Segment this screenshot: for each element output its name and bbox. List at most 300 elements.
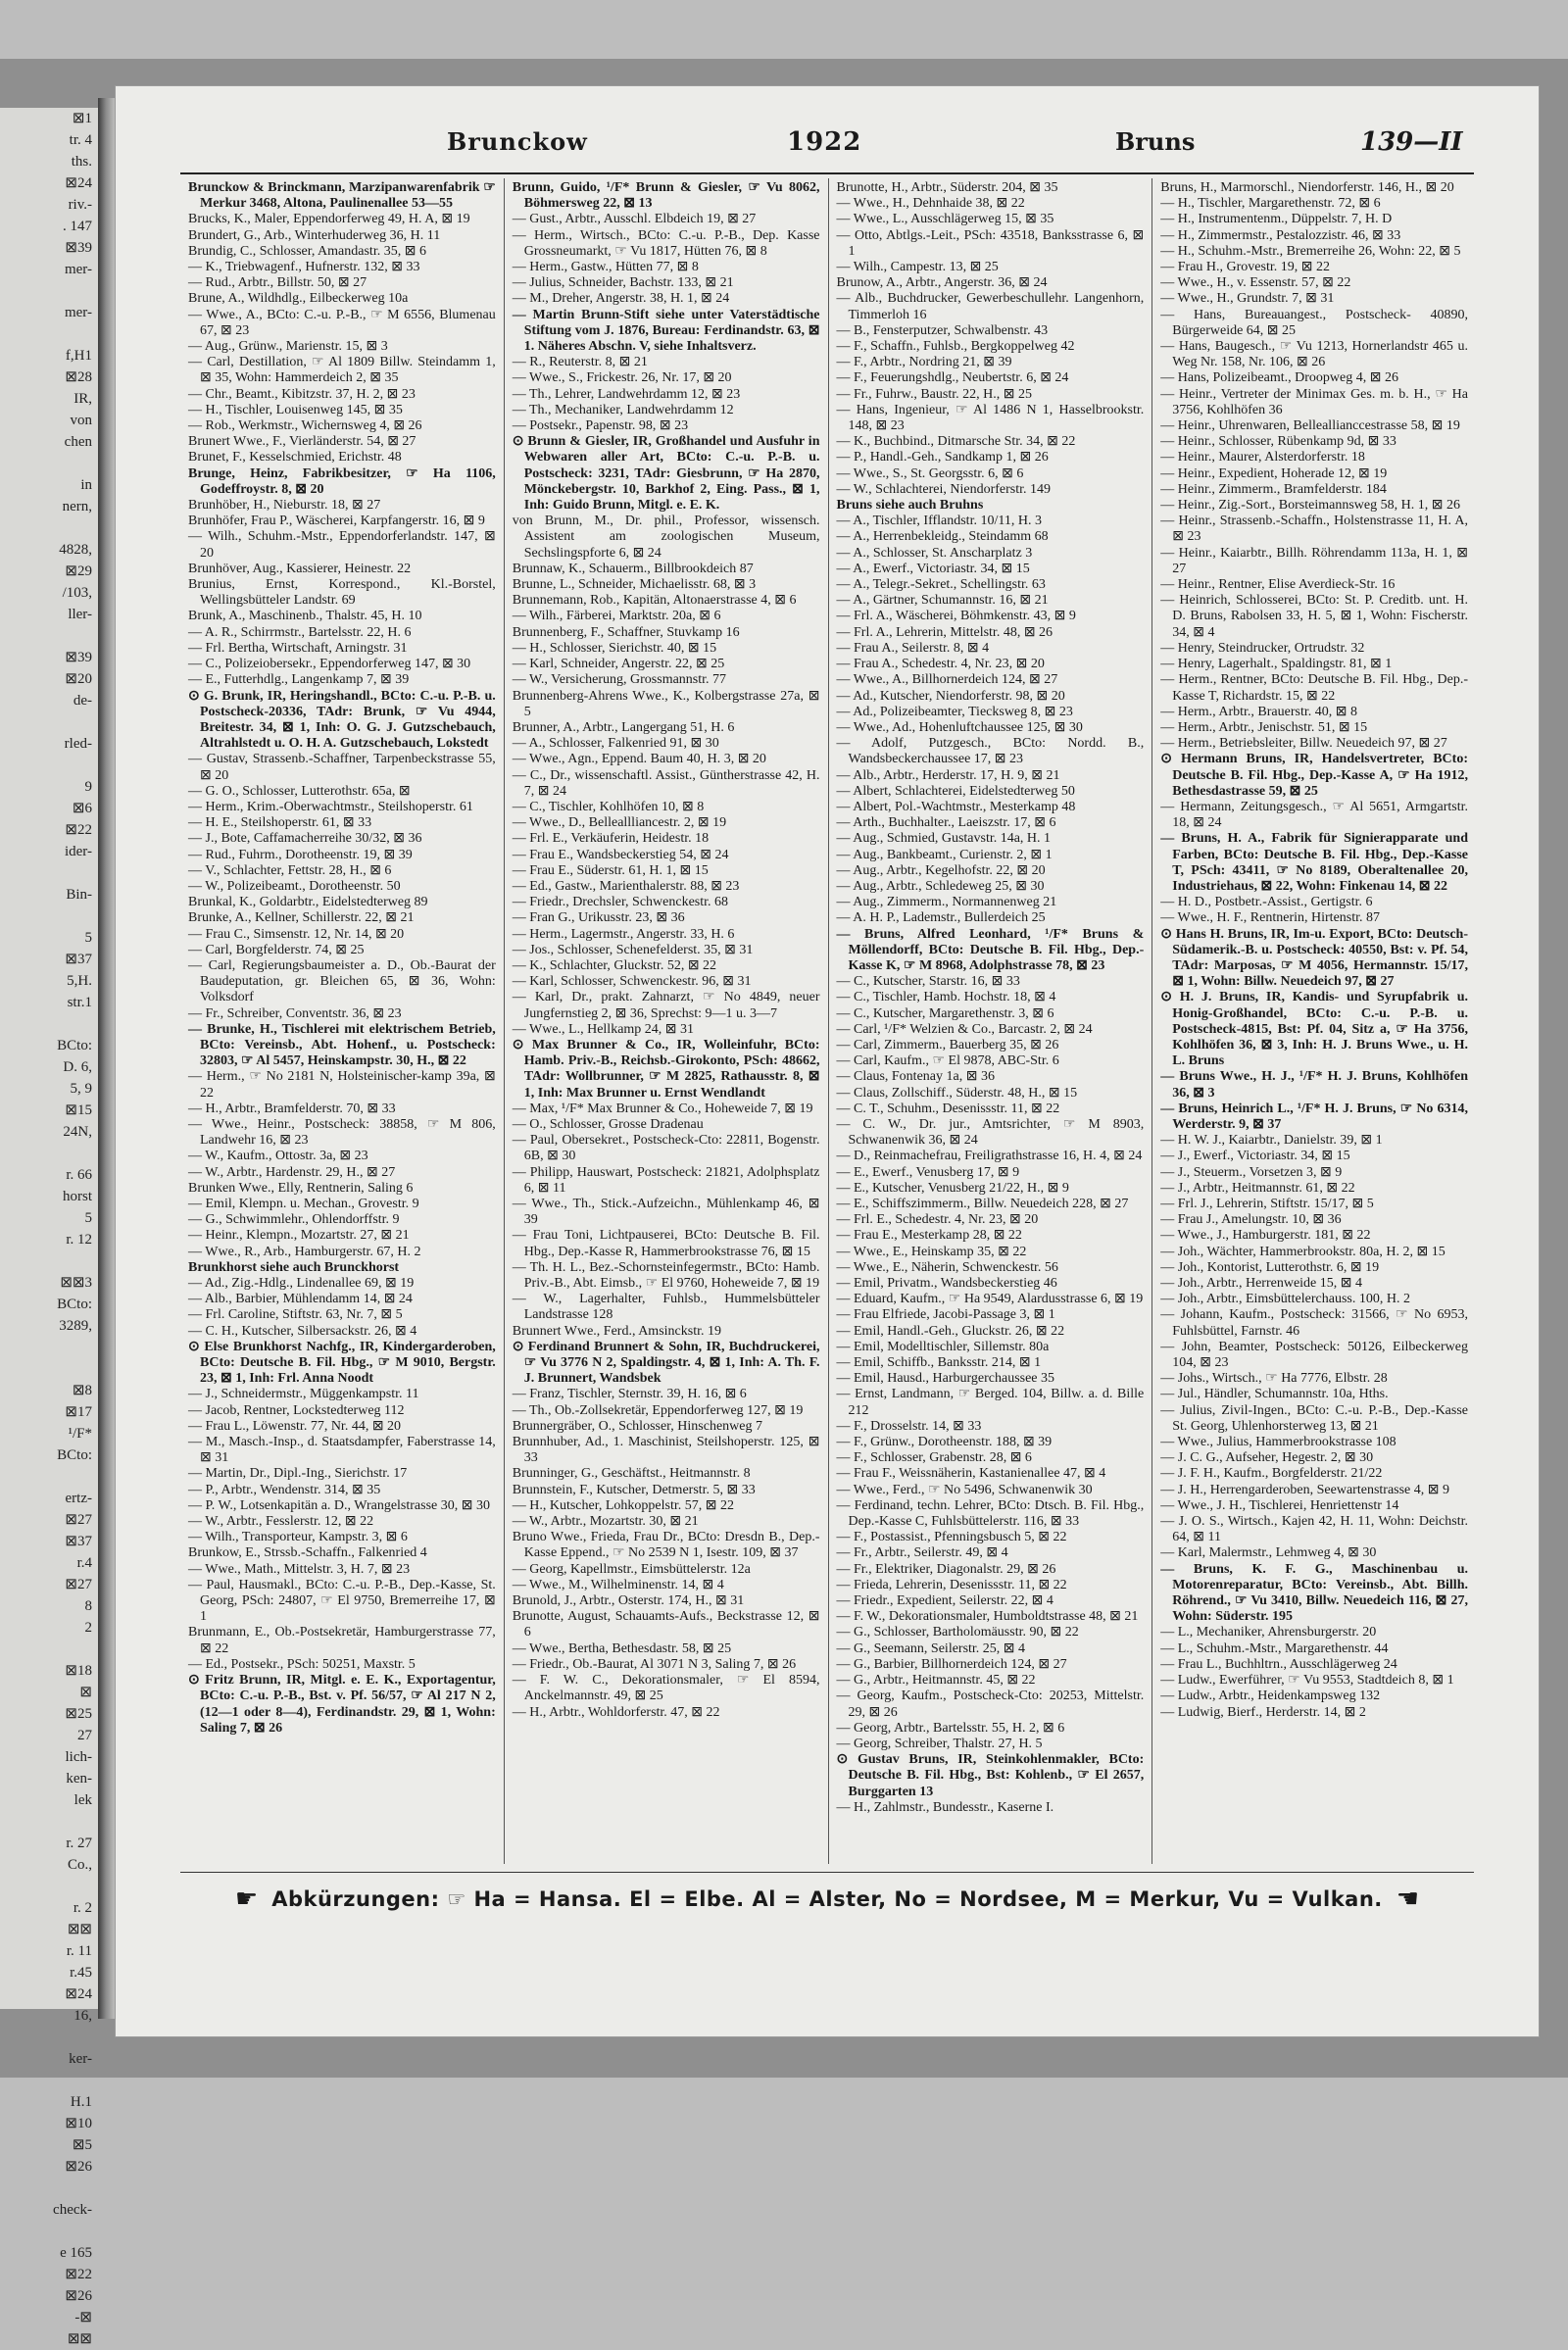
directory-entry: — Aug., Zimmerm., Normannenweg 21 xyxy=(836,895,1057,910)
directory-entry: — C. T., Schuhm., Desenissstr. 11, ⊠ 22 xyxy=(836,1101,1060,1116)
directory-entry: — Herm., Rentner, BCto: Deutsche B. Fil. Hbg., Dep.-Kasse T, Richardstr. 15, ⊠ 22 xyxy=(1160,672,1468,704)
directory-entry: — F. W. C., Dekorationsmaler, ☞ El 8594, Anckelmannstr. 49, ⊠ 25 xyxy=(512,1673,820,1704)
margin-fragment: 5,H. xyxy=(67,973,92,989)
column-4 xyxy=(1152,178,1476,1864)
directory-entry: — Herm., Lagermstr., Angerstr. 33, H. 6 xyxy=(512,926,735,942)
margin-fragment: 5 xyxy=(84,1210,92,1226)
directory-entry: — L., Mechaniker, Ahrensburgerstr. 20 xyxy=(1160,1625,1377,1640)
margin-fragment: von xyxy=(70,413,92,428)
margin-fragment: r. 66 xyxy=(66,1167,92,1183)
directory-entry: — J., Bote, Caffamacherreihe 30/32, ⊠ 36 xyxy=(188,831,422,847)
directory-entry: — Jos., Schlosser, Schenefelderst. 35, ⊠ 31 xyxy=(512,942,754,957)
directory-entry: — Frl. J., Lehrerin, Stiftstr. 15/17, ⊠ 5 xyxy=(1160,1197,1374,1211)
column-2 xyxy=(505,178,829,1864)
margin-fragment: mer- xyxy=(64,262,92,277)
directory-entry: — Georg, Kaufm., Postscheck-Cto: 20253, Mittelstr. 29, ⊠ 26 xyxy=(836,1689,1145,1720)
header-rule xyxy=(180,172,1474,174)
margin-fragment: r. 12 xyxy=(66,1232,92,1248)
pointing-hand-right-icon: ☚ xyxy=(1396,1885,1420,1914)
directory-entry: Brunn, Guido, ¹/F* Brunn & Giesler, ☞ Vu 8062, Böhmersweg 22, ⊠ 13 xyxy=(512,180,820,212)
directory-entry: ⊙ Ferdinand Brunnert & Sohn, IR, Buchdruckerei, ☞ Vu 3776 N 2, Spaldingstr. 4, ⊠ 1, Inh: A. Th. F. J. Brunnert, Wandsbek xyxy=(512,1339,820,1387)
margin-fragment: horst xyxy=(63,1189,92,1204)
directory-entry: — Georg, Kapellmstr., Eimsbüttelerstr. 12a xyxy=(512,1561,751,1577)
directory-entry: — E., Kutscher, Venusberg 21/22, H., ⊠ 9 xyxy=(836,1180,1069,1196)
directory-entry: — Frieda, Lehrerin, Desenissstr. 11, ⊠ 22 xyxy=(836,1577,1067,1592)
directory-entry: — Rob., Werkmstr., Wichernsweg 4, ⊠ 26 xyxy=(188,418,422,434)
margin-fragment: e 165 xyxy=(60,2245,92,2261)
margin-fragment: ⊠37 xyxy=(65,1534,92,1549)
directory-entry: Brunnenberg, F., Schaffner, Stuvkamp 16 xyxy=(512,624,740,640)
directory-entry: Brunke, A., Kellner, Schillerstr. 22, ⊠ 21 xyxy=(188,910,415,926)
directory-entry: — Heinr., Zig.-Sort., Borsteimannsweg 58, H. 1, ⊠ 26 xyxy=(1160,498,1460,514)
directory-entry: Brunckow & Brinckmann, Marzipanwarenfabrik ☞ Merkur 3468, Altona, Paulinenallee 53—55 xyxy=(188,180,496,212)
margin-fragment: ⊠18 xyxy=(65,1663,92,1679)
directory-entry: — Ed., Postsekr., PSch: 50251, Maxstr. 5 xyxy=(188,1656,416,1672)
directory-entry: — Karl, Dr., prakt. Zahnarzt, ☞ No 4849, neuer Jungfernstieg 2, ⊠ 36, Sprechst: 9—1 u. 3—7 xyxy=(512,990,820,1021)
directory-entry: ⊙ H. J. Bruns, IR, Kandis- und Syrupfabrik u. Honig-Großhandel, BCto: C.-u. P.-B. u. Postscheck-4815, Bst: Pf. 04, Sitz a, ☞ Ha 3756, Kohlhöfen 36, ⊠ 3, Inh: H. J. Bruns Wwe., u. H. L. Bruns xyxy=(1160,990,1468,1069)
directory-entry: — Aug., Bankbeamt., Curienstr. 2, ⊠ 1 xyxy=(836,847,1053,862)
page-number: 139—II xyxy=(1360,127,1463,157)
directory-entry: — Wwe., Th., Stick.-Aufzeichn., Mühlenkamp 46, ⊠ 39 xyxy=(512,1197,820,1228)
directory-entry: — A., Schlosser, St. Anscharplatz 3 xyxy=(836,545,1033,561)
directory-entry: — F., Schaffn., Fuhlsb., Bergkoppelweg 42 xyxy=(836,339,1075,355)
abbreviations-legend: Abkürzungen: ☞ Ha = Hansa. El = Elbe. Al = Alster, No = Nordsee, M = Merkur, Vu = Vulkan. xyxy=(271,1887,1383,1911)
directory-entry: — Heinr., Strassenb.-Schaffn., Holstenstrasse 11, H. A, ⊠ 23 xyxy=(1160,514,1468,545)
margin-fragment xyxy=(0,280,98,302)
directory-page xyxy=(116,86,1539,2036)
directory-entry: — Joh., Arbtr., Herrenweide 15, ⊠ 4 xyxy=(1160,1276,1362,1292)
directory-entry: — R., Reuterstr. 8, ⊠ 21 xyxy=(512,355,648,370)
directory-entry: Brunken Wwe., Elly, Rentnerin, Saling 6 xyxy=(188,1180,414,1196)
directory-entry: — W., Lagerhalter, Fuhlsb., Hummelsbütteler Landstrasse 128 xyxy=(512,1292,820,1323)
directory-entry: — Wwe., D., Belleallliancestr. 2, ⊠ 19 xyxy=(512,815,727,831)
directory-entry: — J., Schneidermstr., Müggenkampstr. 11 xyxy=(188,1387,419,1402)
directory-entry: — Wwe., L., Hellkamp 24, ⊠ 31 xyxy=(512,1021,695,1037)
directory-entry: — Emil, Modelltischler, Sillemstr. 80a xyxy=(836,1339,1050,1354)
directory-entry: — G., Schwimmlehr., Ohlendorffstr. 9 xyxy=(188,1212,400,1228)
margin-fragment: r.4 xyxy=(76,1555,92,1571)
directory-entry: Brunnemann, Rob., Kapitän, Altonaerstrasse 4, ⊠ 6 xyxy=(512,593,797,609)
directory-entry: — Wwe., A., BCto: C.-u. P.-B., ☞ M 6556, Blumenau 67, ⊠ 23 xyxy=(188,307,496,338)
margin-fragment: ⊠5 xyxy=(72,2137,92,2153)
directory-entry: — Arth., Buchhalter., Laeiszstr. 17, ⊠ 6 xyxy=(836,815,1056,831)
margin-fragment: D. 6, xyxy=(63,1059,92,1075)
directory-entry: Brune, A., Wildhdlg., Eilbeckerweg 10a xyxy=(188,291,409,307)
directory-entry: Brucks, K., Maler, Eppendorferweg 49, H. A, ⊠ 19 xyxy=(188,212,470,227)
directory-entry: ⊙ Hans H. Bruns, IR, Im-u. Export, BCto: Deutsch-Südamerik.-B. u. Postscheck: 40550, Bst: v. Pf. 54, TAdr: Marposas, ☞ M 4056, Hermannstr. 15/17, ⊠ 1, Wohn: Billw. Neuedeich 97, ⊠ 27 xyxy=(1160,926,1468,990)
directory-entry: Brundig, C., Schlosser, Amandastr. 35, ⊠ 6 xyxy=(188,243,426,259)
directory-entry: — Emil, Schiffb., Banksstr. 214, ⊠ 1 xyxy=(836,1355,1042,1371)
margin-fragment: 9 xyxy=(84,779,92,795)
directory-entry: — K., Triebwagenf., Hufnerstr. 132, ⊠ 33 xyxy=(188,260,420,275)
directory-entry: — W., Kaufm., Ottostr. 3a, ⊠ 23 xyxy=(188,1149,368,1164)
directory-entry: — Bruns, H. A., Fabrik für Signierapparate und Farben, BCto: Deutsche B. Fil. Hbg., Dep.-Kasse T, PSch: 43411, ☞ No 8189, Oberaltenallee 20, Industriehaus, ⊠ 22, Wohn: Finkenau 14, ⊠ 22 xyxy=(1160,831,1468,894)
directory-entry: — Wilh., Färberei, Marktstr. 20a, ⊠ 6 xyxy=(512,609,721,624)
directory-entry: — Rud., Fuhrm., Dorotheenstr. 19, ⊠ 39 xyxy=(188,847,413,862)
directory-entry: ⊙ Max Brunner & Co., IR, Wolleinfuhr, BCto: Hamb. Priv.-B., Reichsb.-Girokonto, PSch: 48662, TAdr: Wollbrunner, ☞ M 2825, Rathausstr. 8, ⊠ 1, Inh: Max Brunner u. Ernst Wendlandt xyxy=(512,1037,820,1101)
margin-fragment: ⊠22 xyxy=(65,2267,92,2282)
directory-entry: — Frl. Bertha, Wirtschaft, Arningstr. 31 xyxy=(188,640,408,656)
directory-entry: — Hermann, Zeitungsgesch., ☞ Al 5651, Armgartstr. 18, ⊠ 24 xyxy=(1160,799,1468,831)
directory-entry: — Hans, Baugesch., ☞ Vu 1213, Hornerlandstr 465 u. Weg Nr. 158, Nr. 106, ⊠ 26 xyxy=(1160,339,1468,370)
directory-entry: — J., Arbtr., Heitmannstr. 61, ⊠ 22 xyxy=(1160,1180,1355,1196)
directory-entry: ⊙ G. Brunk, IR, Heringshandl., BCto: C.-u. P.-B. u. Postscheck-20336, TAdr: Brunk, ☞ Vu 4944, Breitestr. 34, ⊠ 1, Inh: O. G. J. Gutzschebauch, Altrahlstedt u. O. H. A. Gutzschebauch, Lokstedt xyxy=(188,688,496,752)
margin-fragment: 24N, xyxy=(63,1124,92,1140)
directory-entry: — A., Schlosser, Falkenried 91, ⊠ 30 xyxy=(512,736,719,752)
directory-entry: — Julius, Schneider, Bachstr. 133, ⊠ 21 xyxy=(512,275,734,291)
margin-fragment: ⊠15 xyxy=(65,1102,92,1118)
directory-entry: — Frl. E., Schedestr. 4, Nr. 23, ⊠ 20 xyxy=(836,1212,1039,1228)
directory-entry: — Th. H. L., Bez.-Schornsteinfegermstr., BCto: Hamb. Priv.-B., Abt. Eimsb., ☞ El 9760, Hoheweide 7, ⊠ 19 xyxy=(512,1259,820,1292)
directory-entry: — Georg, Schreiber, Thalstr. 27, H. 5 xyxy=(836,1736,1043,1751)
margin-fragment: 8 xyxy=(84,1598,92,1614)
margin-fragment: 27 xyxy=(77,1728,92,1743)
directory-entry: Brunnhuber, Ad., 1. Maschinist, Steilshoperstr. 125, ⊠ 33 xyxy=(512,1435,820,1466)
margin-fragment xyxy=(0,711,98,733)
directory-entry: — C. H., Kutscher, Silbersackstr. 26, ⊠ 4 xyxy=(188,1323,417,1339)
margin-fragment: ⊠6 xyxy=(72,801,92,816)
directory-entry: — Brunke, H., Tischlerei mit elektrischem Betrieb, BCto: Vereinsb., Abt. Hohenf., u. Postscheck: 32803, ☞ Al 5457, Heinskampstr. 30, H., ⊠ 22 xyxy=(188,1021,496,1069)
margin-fragment: nern, xyxy=(62,499,92,514)
margin-fragment: de- xyxy=(73,693,92,709)
directory-entry: — Carl, Zimmerm., Bauerberg 35, ⊠ 26 xyxy=(836,1037,1059,1053)
margin-fragment: -⊠ xyxy=(74,2310,92,2326)
margin-fragment xyxy=(0,1639,98,1660)
margin-fragment: 3289, xyxy=(59,1318,92,1334)
directory-entry: — Carl, ¹/F* Welzien & Co., Barcastr. 2, ⊠ 24 xyxy=(836,1021,1093,1037)
directory-entry: — H., Schuhm.-Mstr., Bremerreihe 26, Wohn: 22, ⊠ 5 xyxy=(1160,243,1461,259)
directory-entry: — Ludw., Arbtr., Heidenkampsweg 132 xyxy=(1160,1689,1381,1704)
directory-entry: — W., Arbtr., Hardenstr. 29, H., ⊠ 27 xyxy=(188,1164,396,1180)
directory-entry: — Wwe., Bertha, Bethesdastr. 58, ⊠ 25 xyxy=(512,1640,732,1656)
margin-fragment: ⊠10 xyxy=(65,2116,92,2131)
directory-entry: — Th., Lehrer, Landwehrdamm 12, ⊠ 23 xyxy=(512,386,741,402)
directory-entry: Brunow, A., Arbtr., Angerstr. 36, ⊠ 24 xyxy=(836,275,1048,291)
margin-fragment: ertz- xyxy=(65,1491,92,1506)
margin-fragment: rled- xyxy=(64,736,92,752)
margin-fragment: /103, xyxy=(62,585,92,601)
directory-entry: — F., Grünw., Dorotheenstr. 188, ⊠ 39 xyxy=(836,1435,1053,1450)
directory-entry: — Heinr., Rentner, Elise Averdieck-Str. 16 xyxy=(1160,577,1396,593)
margin-fragment: Co., xyxy=(67,1857,92,1873)
directory-entry: — C., Tischler, Hamb. Hochstr. 18, ⊠ 4 xyxy=(836,990,1056,1005)
directory-entry: — Wwe., R., Arb., Hamburgerstr. 67, H. 2 xyxy=(188,1244,421,1259)
margin-fragment: ths. xyxy=(71,154,92,170)
directory-entry: — E., Schiffszimmerm., Billw. Neuedeich 228, ⊠ 27 xyxy=(836,1197,1129,1211)
margin-fragment xyxy=(0,2178,98,2199)
directory-entry: — J., Ewerf., Victoriastr. 34, ⊠ 15 xyxy=(1160,1149,1350,1164)
column-1 xyxy=(180,178,505,1864)
margin-fragment xyxy=(0,1811,98,1833)
directory-entry: — Carl, Borgfelderstr. 74, ⊠ 25 xyxy=(188,942,365,957)
directory-entry: — Frau F., Weissnäherin, Kastanienallee 47, ⊠ 4 xyxy=(836,1466,1106,1482)
margin-fragment: BCto: xyxy=(57,1038,92,1053)
directory-entry: Brunhöver, Aug., Kassierer, Heinestr. 22 xyxy=(188,561,412,576)
directory-entry: — Heinr., Uhrenwaren, Belleallianccestrasse 58, ⊠ 19 xyxy=(1160,418,1460,434)
directory-entry: — Th., Ob.-Zollsekretär, Eppendorferweg 127, ⊠ 19 xyxy=(512,1402,804,1418)
directory-entry: — Carl, Regierungsbaumeister a. D., Ob.-Baurat der Baudeputation, gr. Bleichen 65, ⊠ 36, Wohn: Volksdorf xyxy=(188,957,496,1005)
directory-entry: — H., Zimmermstr., Pestalozzistr. 46, ⊠ 33 xyxy=(1160,227,1401,243)
book-gutter xyxy=(98,98,118,2019)
directory-entry: — H., Kutscher, Lohkoppelstr. 57, ⊠ 22 xyxy=(512,1497,734,1513)
directory-entry: Brunold, J., Arbtr., Osterstr. 174, H., ⊠ 31 xyxy=(512,1593,745,1609)
directory-entry: — Ad., Polizeibeamter, Tiecksweg 8, ⊠ 23 xyxy=(836,704,1073,719)
margin-fragment: ⊠39 xyxy=(65,240,92,256)
margin-fragment: IR, xyxy=(74,391,92,407)
directory-entry: — Fran G., Urikusstr. 23, ⊠ 36 xyxy=(512,910,685,926)
margin-fragment: r.45 xyxy=(70,1965,92,1981)
directory-entry: Brunhöfer, Frau P., Wäscherei, Karpfangerstr. 16, ⊠ 9 xyxy=(188,514,485,529)
margin-fragment: ¹/F* xyxy=(68,1426,92,1442)
directory-entry: — H., Arbtr., Bramfelderstr. 70, ⊠ 33 xyxy=(188,1101,396,1116)
directory-entry: — Jacob, Rentner, Lockstedterweg 112 xyxy=(188,1402,405,1418)
directory-entry: — Frau A., Schedestr. 4, Nr. 23, ⊠ 20 xyxy=(836,657,1045,672)
directory-entry: — Ludw., Ewerführer, ☞ Vu 9553, Stadtdeich 8, ⊠ 1 xyxy=(1160,1673,1454,1689)
directory-entry: — Frau H., Grovestr. 19, ⊠ 22 xyxy=(1160,260,1330,275)
margin-fragment: . 147 xyxy=(63,219,92,234)
directory-entry: — Fr., Elektriker, Diagonalstr. 29, ⊠ 26 xyxy=(836,1561,1056,1577)
margin-fragment: ider- xyxy=(64,844,92,859)
directory-entry: — Frl. A., Lehrerin, Mittelstr. 48, ⊠ 26 xyxy=(836,624,1054,640)
margin-fragment xyxy=(0,517,98,539)
directory-entry: — F., Feuerungshdlg., Neubertstr. 6, ⊠ 24 xyxy=(836,370,1069,386)
margin-fragment: ⊠27 xyxy=(65,1577,92,1592)
directory-entry: — Chr., Beamt., Kibitzstr. 37, H. 2, ⊠ 23 xyxy=(188,386,416,402)
directory-entry: — G., Seemann, Seilerstr. 25, ⊠ 4 xyxy=(836,1640,1026,1656)
directory-entry: — Johs., Wirtsch., ☞ Ha 7776, Elbstr. 28 xyxy=(1160,1371,1388,1387)
directory-entry: — G., Schlosser, Bartholomäusstr. 90, ⊠ 22 xyxy=(836,1625,1079,1640)
directory-entry: — P. W., Lotsenkapitän a. D., Wrangelstrasse 30, ⊠ 30 xyxy=(188,1497,490,1513)
margin-fragment: check- xyxy=(53,2202,92,2218)
directory-entry: — A., Tischler, Ifflandstr. 10/11, H. 3 xyxy=(836,514,1042,529)
margin-fragment: ⊠17 xyxy=(65,1404,92,1420)
directory-entry: — Ernst, Landmann, ☞ Berged. 104, Billw. a. d. Bille 212 xyxy=(836,1387,1145,1418)
directory-entry: — C., Kutscher, Starstr. 16, ⊠ 33 xyxy=(836,974,1020,990)
margin-fragment: ⊠28 xyxy=(65,369,92,385)
directory-entry: — Rud., Arbtr., Billstr. 50, ⊠ 27 xyxy=(188,275,368,291)
directory-entry: Brunkal, K., Goldarbtr., Eidelstedterweg 89 xyxy=(188,895,428,910)
directory-entry: — Heinr., Expedient, Hoherade 12, ⊠ 19 xyxy=(1160,465,1388,481)
directory-entry: — F., Arbtr., Nordring 21, ⊠ 39 xyxy=(836,355,1012,370)
directory-entry: Bruns, H., Marmorschl., Niendorferstr. 146, H., ⊠ 20 xyxy=(1160,180,1454,195)
directory-entry: — Georg, Arbtr., Bartelsstr. 55, H. 2, ⊠ 6 xyxy=(836,1720,1065,1736)
margin-fragment xyxy=(0,2027,98,2048)
directory-entry: — Carl, Kaufm., ☞ El 9878, ABC-Str. 6 xyxy=(836,1053,1059,1069)
directory-entry: — Gust., Arbtr., Ausschl. Elbdeich 19, ⊠ 27 xyxy=(512,212,757,227)
directory-entry: — W., Arbtr., Mozartstr. 30, ⊠ 21 xyxy=(512,1514,699,1530)
directory-entry: — Joh., Arbtr., Eimsbüttelerchauss. 100, H. 2 xyxy=(1160,1292,1410,1307)
margin-fragment: Bin- xyxy=(66,887,92,903)
directory-entry: — A., Herrenbekleidg., Steindamm 68 xyxy=(836,529,1049,545)
directory-entry: — Wilh., Transporteur, Kampstr. 3, ⊠ 6 xyxy=(188,1530,408,1545)
margin-fragment xyxy=(0,862,98,884)
directory-entry: — Claus, Fontenay 1a, ⊠ 36 xyxy=(836,1069,995,1085)
margin-fragment xyxy=(0,1358,98,1380)
directory-entry: — A., Telegr.-Sekret., Schellingstr. 63 xyxy=(836,577,1046,593)
directory-entry: ⊙ Brunn & Giesler, IR, Großhandel und Ausfuhr in Webwaren aller Art, BCto: C.-u. P.-B. u. Postscheck: 3231, TAdr: Giesbrunn, ☞ Ha 2870, Mönckebergstr. 10, Barkhof 2, Eing. Pass., ⊠ 1, Inh: Guido Brunn, Mitgl. e. E. K. xyxy=(512,434,820,514)
directory-entry: — Bruns Wwe., H. J., ¹/F* H. J. Bruns, Kohlhöfen 36, ⊠ 3 xyxy=(1160,1069,1468,1101)
margin-fragment: ⊠24 xyxy=(65,1986,92,2002)
directory-entry: — A., Ewerf., Victoriastr. 34, ⊠ 15 xyxy=(836,561,1030,576)
margin-fragment xyxy=(0,1013,98,1035)
margin-fragment: ⊠25 xyxy=(65,1706,92,1722)
directory-entry: — Frau Toni, Lichtpauserei, BCto: Deutsche B. Fil. Hbg., Dep.-Kasse R, Hammerbrookstrasse 76, ⊠ 15 xyxy=(512,1228,820,1259)
directory-entry: Brunmann, E., Ob.-Postsekretär, Hamburgerstrasse 77, ⊠ 22 xyxy=(188,1625,496,1656)
directory-entry: — J. H., Herrengarderoben, Seewartenstrasse 4, ⊠ 9 xyxy=(1160,1482,1449,1497)
directory-entry: — P., Arbtr., Wendenstr. 314, ⊠ 35 xyxy=(188,1482,381,1497)
directory-entry: — Wwe., M., Wilhelminenstr. 14, ⊠ 4 xyxy=(512,1577,724,1592)
directory-entry: Brunnstein, F., Kutscher, Detmerstr. 5, ⊠ 33 xyxy=(512,1482,756,1497)
directory-entry: — Alb., Arbtr., Herderstr. 17, H. 9, ⊠ 21 xyxy=(836,767,1060,783)
directory-entry: — Frau C., Simsenstr. 12, Nr. 14, ⊠ 20 xyxy=(188,926,405,942)
directory-entry: — Wwe., J. H., Tischlerei, Henriettenstr 14 xyxy=(1160,1497,1399,1513)
margin-fragment: in xyxy=(80,477,92,493)
directory-entry: — Carl, Destillation, ☞ Al 1809 Billw. Steindamm 1, ⊠ 35, Wohn: Hammerdeich 2, ⊠ 35 xyxy=(188,355,496,386)
directory-entry: — Bruns, Heinrich L., ¹/F* H. J. Bruns, ☞ No 6314, Werderstr. 9, ⊠ 37 xyxy=(1160,1101,1468,1132)
directory-entry: Brunkow, E., Strssb.-Schaffn., Falkenried 4 xyxy=(188,1545,427,1561)
directory-entry: — Gustav, Strassenb.-Schaffner, Tarpenbeckstrasse 55, ⊠ 20 xyxy=(188,752,496,783)
directory-entry: — Hans, Polizeibeamt., Droopweg 4, ⊠ 26 xyxy=(1160,370,1398,386)
directory-entry: — Herm., Arbtr., Jenischstr. 51, ⊠ 15 xyxy=(1160,719,1368,735)
margin-fragment xyxy=(0,1250,98,1272)
directory-entry: — Alb., Barbier, Mühlendamm 14, ⊠ 24 xyxy=(188,1292,413,1307)
directory-entry: — Aug., Grünw., Marienstr. 15, ⊠ 3 xyxy=(188,339,388,355)
margin-fragment: ller- xyxy=(68,607,92,622)
directory-entry: — Adolf, Putzgesch., BCto: Nordd. B., Wandsbeckerchaussee 17, ⊠ 23 xyxy=(836,736,1145,767)
margin-fragment: r. 11 xyxy=(66,1943,92,1959)
margin-fragment: ⊠22 xyxy=(65,822,92,838)
directory-entry: — F. W., Dekorationsmaler, Humboldtstrasse 48, ⊠ 21 xyxy=(836,1609,1139,1625)
margin-fragment: lich- xyxy=(65,1749,92,1765)
directory-entry: — Heinr., Zimmerm., Bramfelderstr. 184 xyxy=(1160,481,1387,497)
directory-entry: — L., Schuhm.-Mstr., Margarethenstr. 44 xyxy=(1160,1640,1389,1656)
directory-entry: — Wwe., J., Hamburgerstr. 181, ⊠ 22 xyxy=(1160,1228,1371,1244)
directory-entry: — Postsekr., Papenstr. 98, ⊠ 23 xyxy=(512,418,689,434)
directory-entry: — K., Schlachter, Gluckstr. 52, ⊠ 22 xyxy=(512,957,717,973)
directory-entry: — P., Handl.-Geh., Sandkamp 1, ⊠ 26 xyxy=(836,450,1049,465)
directory-entry: — Philipp, Hauswart, Postscheck: 21821, Adolphsplatz 6, ⊠ 11 xyxy=(512,1164,820,1196)
margin-fragment: lek xyxy=(74,1792,92,1808)
margin-fragment xyxy=(0,625,98,647)
directory-entry: — Friedr., Ob.-Baurat, Al 3071 N 3, Saling 7, ⊠ 26 xyxy=(512,1656,797,1672)
directory-entry: — Herm., Krim.-Oberwachtmstr., Steilshoperstr. 61 xyxy=(188,799,473,814)
directory-entry: Brundert, G., Arb., Winterhuderweg 36, H. 11 xyxy=(188,227,441,243)
margin-fragment: 16, xyxy=(74,2008,92,2024)
margin-fragment xyxy=(0,1466,98,1488)
directory-entry: — Frau A., Seilerstr. 8, ⊠ 4 xyxy=(836,640,990,656)
margin-fragment: 4828, xyxy=(59,542,92,558)
directory-entry: — Wwe., H., Grundstr. 7, ⊠ 31 xyxy=(1160,291,1335,307)
margin-fragment: ⊠ xyxy=(79,1685,92,1700)
directory-entry: — Julius, Zivil-Ingen., BCto: C.-u. P.-B., Dep.-Kasse St. Georg, Uhlenhorsterweg 13, ⊠ 21 xyxy=(1160,1402,1468,1434)
directory-entry: Brunnergräber, O., Schlosser, Hinschenweg 7 xyxy=(512,1418,762,1434)
directory-entry: — Emil, Handl.-Geh., Gluckstr. 26, ⊠ 22 xyxy=(836,1323,1065,1339)
directory-entry: — F., Schlosser, Grabenstr. 28, ⊠ 6 xyxy=(836,1450,1032,1466)
margin-fragment: ken- xyxy=(66,1771,92,1787)
directory-entry: — Frl. A., Wäscherei, Böhmkenstr. 43, ⊠ 9 xyxy=(836,609,1076,624)
directory-entry: — Claus, Zollschiff., Süderstr. 48, H., ⊠ 15 xyxy=(836,1085,1078,1101)
directory-entry: — W., Polizeibeamt., Dorotheenstr. 50 xyxy=(188,878,401,894)
directory-entry: ⊙ Else Brunkhorst Nachfg., IR, Kindergarderoben, BCto: Deutsche B. Fil. Hbg., ☞ M 9010, Bergstr. 23, ⊠ 1, Inh: Frl. Anna Noodt xyxy=(188,1339,496,1387)
margin-fragment: BCto: xyxy=(57,1447,92,1463)
directory-entry: — W., Schlachterei, Niendorferstr. 149 xyxy=(836,481,1052,497)
directory-entry: — Wwe., Agn., Eppend. Baum 40, H. 3, ⊠ 20 xyxy=(512,752,766,767)
header-year: 1922 xyxy=(787,127,862,157)
directory-entry: — Wwe., E., Heinskamp 35, ⊠ 22 xyxy=(836,1244,1027,1259)
directory-entry: — Herm., ☞ No 2181 N, Holsteinischer-kamp 39a, ⊠ 22 xyxy=(188,1069,496,1101)
directory-entry: — E., Futterhdlg., Langenkamp 7, ⊠ 39 xyxy=(188,672,410,688)
directory-entry: — A. R., Schirrmstr., Bartelsstr. 22, H. 6 xyxy=(188,624,412,640)
margin-fragment: r. 27 xyxy=(66,1836,92,1851)
directory-entry: ⊙ Hermann Bruns, IR, Handelsvertreter, BCto: Deutsche B. Fil. Hbg., Dep.-Kasse A, ☞ Ha 1912, Bethesdastrasse 59, ⊠ 25 xyxy=(1160,752,1468,799)
directory-entry: — Bruns, Alfred Leonhard, ¹/F* Bruns & Möllendorff, BCto: Deutsche B. Fil. Hbg., Dep.-Kasse K, ☞ M 8968, Adolphstrasse 78, ⊠ 23 xyxy=(836,926,1145,973)
directory-entry: Brunotte, August, Schauamts-Aufs., Beckstrasse 12, ⊠ 6 xyxy=(512,1609,820,1640)
directory-entry: — Friedr., Expedient, Seilerstr. 22, ⊠ 4 xyxy=(836,1593,1054,1609)
directory-entry: — Th., Mechaniker, Landwehrdamm 12 xyxy=(512,402,734,417)
directory-entry: — Aug., Arbtr., Kegelhofstr. 22, ⊠ 20 xyxy=(836,862,1046,878)
directory-entry: — E., Ewerf., Venusberg 17, ⊠ 9 xyxy=(836,1164,1020,1180)
directory-entry: — Frl. E., Verkäuferin, Heidestr. 18 xyxy=(512,831,710,847)
directory-entry: — Frau E., Wandsbeckerstieg 54, ⊠ 24 xyxy=(512,847,729,862)
margin-fragment xyxy=(0,906,98,927)
directory-entry: — Emil, Privatm., Wandsbeckerstieg 46 xyxy=(836,1276,1057,1292)
header-right-keyword: Bruns xyxy=(1115,127,1196,156)
directory-entry: — Otto, Abtlgs.-Leit., PSch: 43518, Banksstrasse 6, ⊠ 1 xyxy=(836,227,1145,259)
margin-fragment: BCto: xyxy=(57,1297,92,1312)
directory-entry: — Heinr., Schlosser, Rübenkamp 9d, ⊠ 33 xyxy=(1160,434,1396,450)
directory-entry: — Friedr., Drechsler, Schwenckestr. 68 xyxy=(512,895,729,910)
directory-entry: Brunk, A., Maschinenb., Thalstr. 45, H. 10 xyxy=(188,609,422,624)
directory-entry: — J. O. S., Wirtsch., Kajen 42, H. 11, Wohn: Deichstr. 64, ⊠ 11 xyxy=(1160,1514,1468,1545)
directory-entry: — Ad., Zig.-Hdlg., Lindenallee 69, ⊠ 19 xyxy=(188,1276,415,1292)
directory-entry: — Frau L., Buchhltrn., Ausschlägerweg 24 xyxy=(1160,1656,1397,1672)
directory-entry: — G., Arbtr., Heitmannstr. 45, ⊠ 22 xyxy=(836,1673,1036,1689)
margin-fragment: ⊠⊠ xyxy=(67,2331,92,2347)
directory-entry: — C. W., Dr. jur., Amtsrichter, ☞ M 8903, Schwanenwik 36, ⊠ 24 xyxy=(836,1116,1145,1149)
margin-fragment: ⊠26 xyxy=(65,2159,92,2175)
margin-fragment: ker- xyxy=(69,2051,92,2067)
directory-entry: Bruno Wwe., Frieda, Frau Dr., BCto: Dresdn B., Dep.-Kasse Eppend., ☞ No 2539 N 1, Isestr. 109, ⊠ 37 xyxy=(512,1530,820,1561)
directory-entry: — H. D., Postbetr.-Assist., Gertigstr. 6 xyxy=(1160,895,1373,910)
directory-entry: — C., Kutscher, Margarethenstr. 3, ⊠ 6 xyxy=(836,1005,1054,1021)
page-header xyxy=(174,127,1478,167)
directory-entry: Brunotte, H., Arbtr., Süderstr. 204, ⊠ 35 xyxy=(836,180,1058,195)
margin-fragment: chen xyxy=(64,434,92,450)
directory-entry: Brunninger, G., Geschäftst., Heitmannstr. 8 xyxy=(512,1466,751,1482)
margin-fragment: 2 xyxy=(84,1620,92,1636)
directory-entry: — Martin Brunn-Stift siehe unter Vaterstädtische Stiftung vom J. 1876, Bureau: Ferdinandstr. 63, ⊠ 1. Näheres Abschn. V, siehe Inhaltsverz. xyxy=(512,307,820,355)
directory-entry: — John, Beamter, Postscheck: 50126, Eilbeckerweg 104, ⊠ 23 xyxy=(1160,1339,1468,1371)
directory-entry: — Wwe., S., St. Georgsstr. 6, ⊠ 6 xyxy=(836,465,1024,481)
margin-fragment: 5 xyxy=(84,930,92,946)
directory-entry: — Frau E., Mesterkamp 28, ⊠ 22 xyxy=(836,1228,1022,1244)
directory-entry: — Wwe., H., Dehnhaide 38, ⊠ 22 xyxy=(836,196,1025,212)
directory-entry: — Frau Elfriede, Jacobi-Passage 3, ⊠ 1 xyxy=(836,1307,1055,1323)
directory-entry: — Albert, Schlachterei, Eidelstedterweg 50 xyxy=(836,783,1075,799)
margin-fragment xyxy=(0,1337,98,1358)
directory-entry: — Paul, Obersekret., Postscheck-Cto: 22811, Bogenstr. 6B, ⊠ 30 xyxy=(512,1133,820,1164)
directory-entry: Brunnenberg-Ahrens Wwe., K., Kolbergstrasse 27a, ⊠ 5 xyxy=(512,688,820,719)
directory-entry: — Wilh., Schuhm.-Mstr., Eppendorferlandstr. 147, ⊠ 20 xyxy=(188,529,496,561)
directory-entry: Bruns siehe auch Bruhns xyxy=(836,498,984,514)
directory-entry: — Frau J., Amelungstr. 10, ⊠ 36 xyxy=(1160,1212,1342,1228)
directory-entry: — Wwe., Julius, Hammerbrookstrasse 108 xyxy=(1160,1435,1396,1450)
directory-entry: Brunhöber, H., Nieburstr. 18, ⊠ 27 xyxy=(188,498,381,514)
directory-entry: — G., Barbier, Billhornerdeich 124, ⊠ 27 xyxy=(836,1656,1067,1672)
directory-entry: — Herm., Gastw., Hütten 77, ⊠ 8 xyxy=(512,260,699,275)
pointing-hand-left-icon: ☛ xyxy=(234,1885,259,1914)
directory-entry: ⊙ Fritz Brunn, IR, Mitgl. e. E. K., Exportagentur, BCto: C.-u. P.-B., Bst. v. Pf. 56/57, ☞ Al 217 N 2, (12—1 oder 8—4), Ferdinandstr. 29, ⊠ 1, Wohn: Saling 7, ⊠ 26 xyxy=(188,1673,496,1736)
